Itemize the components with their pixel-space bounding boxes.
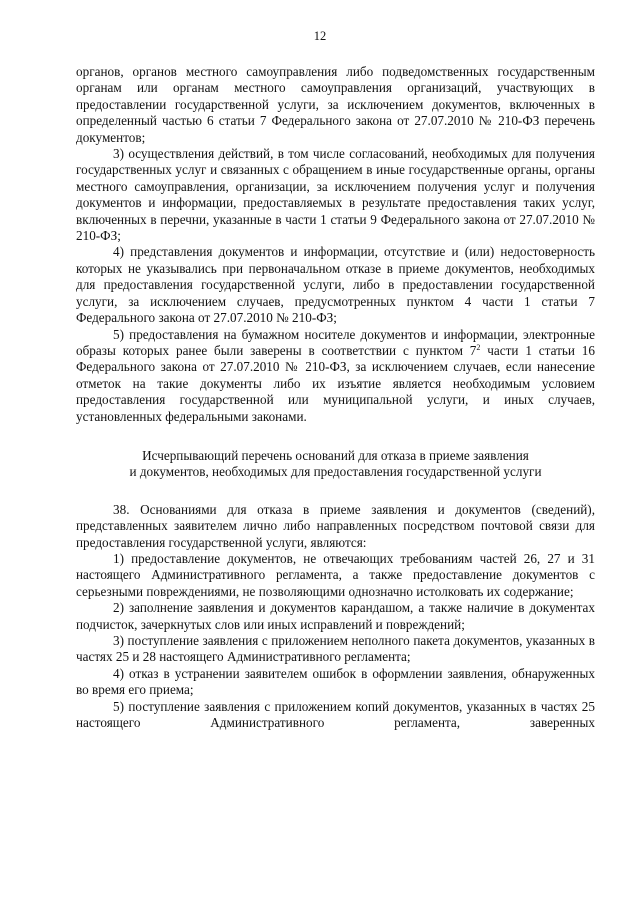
document-body [76,64,595,731]
clause-38: 38. Основаниями для отказа в приеме заявления и документов (сведений), представленных заявителем лично либо направленных посредством почтовой связи для предоставления государственной услуги, являются: [76,501,595,550]
paragraph-item-3: 3) осуществления действий, в том числе согласований, необходимых для получения государственных услуг и связанных с обращением в иные государственные органы, органы местного самоуправления, организации, за исключением получения услуг и получения документов и информации, предоставляемых в результате предоставления таких услуг, включенных в перечни, указанные в части 1 статьи 9 Федерального закона от 27.07.2010 № 210-ФЗ; [76,146,595,244]
clause-38-item-4: 4) отказ в устранении заявителем ошибок в оформлении заявления, обнаруженных во время его приема; [76,665,595,698]
clause-38-item-1: 1) предоставление документов, не отвечающих требованиям частей 26, 27 и 31 настоящего Административного регламента, а также предоставление документов с серьезными повреждениями, не позволяющими однозначно истолковать их содержание; [76,550,595,599]
paragraph-item-5-text-b: части 1 статьи 16 Федерального закона от 27.07.2010 № 210-ФЗ, за исключением случаев, если нанесение отметок на такие документы либо их изъятие является необходимым условием предоставления государственной или муниципальной услуги, и иных случаев, установленных федеральными законами. [76,342,595,424]
section-heading-line-1: Исчерпывающий перечень оснований для отказа в приеме заявления [142,447,529,463]
paragraph-item-5-text-a: 5) предоставления на бумажном носителе документов и информации, электронные образы которых ранее были заверены в соответствии с пунктом 7 [76,326,595,358]
clause-38-item-5: 5) поступление заявления с приложением копий документов, указанных в частях 25 настоящего Административного регламента, заверенных [76,698,595,731]
clause-38-item-2: 2) заполнение заявления и документов карандашом, а также наличие в документах подчисток, зачеркнутых слов или иных исправлений и повреждений; [76,600,595,632]
paragraph-item-5 [76,327,595,425]
page-number: 12 [313,29,327,43]
paragraph-item-4: 4) представления документов и информации, отсутствие и (или) недостоверность которых не указывались при первоначальном отказе в приеме документов, необходимых для предоставления государственной услуги, либо в предоставлении государственной услуги, за исключением случаев, предусмотренных пунктом 4 части 1 статьи 7 Федерального закона от 27.07.2010 № 210-ФЗ; [76,244,595,326]
section-heading [76,448,595,481]
section-heading-line-2: и документов, необходимых для предоставления государственной услуги [129,464,542,480]
paragraph-continuation: органов, органов местного самоуправления либо подведомственных государственным органам или органам местного самоуправления организаций, участвующих в предоставлении государственной услуги, за исключением документов, включенных в определенный частью 6 статьи 7 Федерального закона от 27.07.2010 № 210-ФЗ перечень документов; [76,64,595,145]
footnote-superscript: 2 [476,342,481,352]
clause-38-item-3: 3) поступление заявления с приложением неполного пакета документов, указанных в частях 25 и 28 настоящего Административного регламента; [76,633,595,665]
